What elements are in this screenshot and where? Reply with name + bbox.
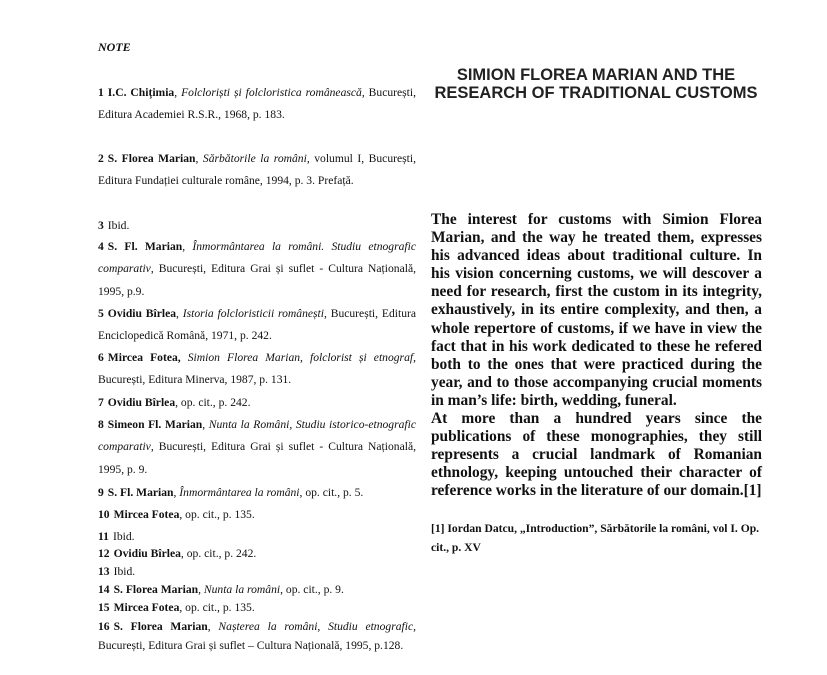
note-item: 6 Mircea Fotea, Simion Florea Marian, folclorist și etnograf, București, Editura Minerva, 1987, p. 131. xyxy=(98,351,416,387)
note-item: 7 Ovidiu Bîrlea, op. cit., p. 242. xyxy=(98,396,251,409)
note-item: 10 Mircea Fotea, op. cit., p. 135. xyxy=(98,508,255,521)
article-title: SIMION FLOREA MARIAN AND THE RESEARCH OF TRADITIONAL CUSTOMS xyxy=(434,66,758,102)
note-item: 3 Ibid. xyxy=(98,219,130,232)
note-item: 14 S. Florea Marian, Nunta la români, op. cit., p. 9. xyxy=(98,583,344,596)
article-body xyxy=(431,211,762,501)
note-rest: , București, Editura Academiei R.S.R., 1968, p. 183. xyxy=(98,86,416,122)
note-item: 1 I.C. Chițimia, Folcloriști și folcloristica românească, București, Editura Academiei R.S.R., 1968, p. 183. xyxy=(98,86,416,122)
note-item: 9 S. Fl. Marian, Înmormântarea la români, op. cit., p. 5. xyxy=(98,486,364,499)
article-paragraph: At more than a hundred years since the publications of these monographies, they still represents a crucial landmark of Romanian ethnology, keeping untouched their character of reference works in the literature of our domain.[1] xyxy=(431,410,762,500)
note-item: 11 Ibid. xyxy=(98,530,135,543)
notes-heading: NOTE xyxy=(98,40,131,54)
note-title: Folcloriști și folcloristica românească xyxy=(181,86,362,99)
note-author: I.C. Chițimia xyxy=(107,86,175,99)
note-number: 1 xyxy=(98,86,104,99)
article-footnote: [1] Iordan Datcu, „Introduction”, Sărbătorile la români, vol I. Op. cit., p. XV xyxy=(431,522,760,554)
note-item: 5 Ovidiu Bîrlea, Istoria folcloristicii românești, București, Editura Enciclopedică Română, 1971, p. 242. xyxy=(98,307,416,343)
note-item: 15 Mircea Fotea, op. cit., p. 135. xyxy=(98,601,255,614)
note-item: 13 Ibid. xyxy=(98,565,136,578)
note-item: 4 S. Fl. Marian, Înmormântarea la români. Studiu etnografic comparativ, București, Editura Grai și suflet - Cultura Națională, 1995, p.9. xyxy=(98,240,416,298)
note-item: 16 S. Florea Marian, Nașterea la români, Studiu etnografic, București, Editura Grai și suflet – Cultura Națională, 1995, p.128. xyxy=(98,620,417,652)
article-paragraph: The interest for customs with Simion Florea Marian, and the way he treated them, expresses his advanced ideas about traditional culture. In his vision concerning customs, we will descover a need for research, first the custom in its integrity, exhaustively, in its entire complexity, and then, a whole repertore of customs, if we have in view the fact that in his work dedicated to these he refered both to the ones that were practiced during the year, and to those accompanying crucial moments in man’s life: birth, wedding, funeral. xyxy=(431,211,762,409)
note-item: 8 Simeon Fl. Marian, Nunta la Români, Studiu istorico-etnografic comparativ, București, Editura Grai și suflet - Cultura Națională, 1995, p. 9. xyxy=(98,418,417,476)
note-item: 12 Ovidiu Bîrlea, op. cit., p. 242. xyxy=(98,547,257,560)
note-item: 2 S. Florea Marian, Sărbătorile la români, volumul I, București, Editura Fundației culturale române, 1994, p. 3. Prefață. xyxy=(98,152,416,188)
